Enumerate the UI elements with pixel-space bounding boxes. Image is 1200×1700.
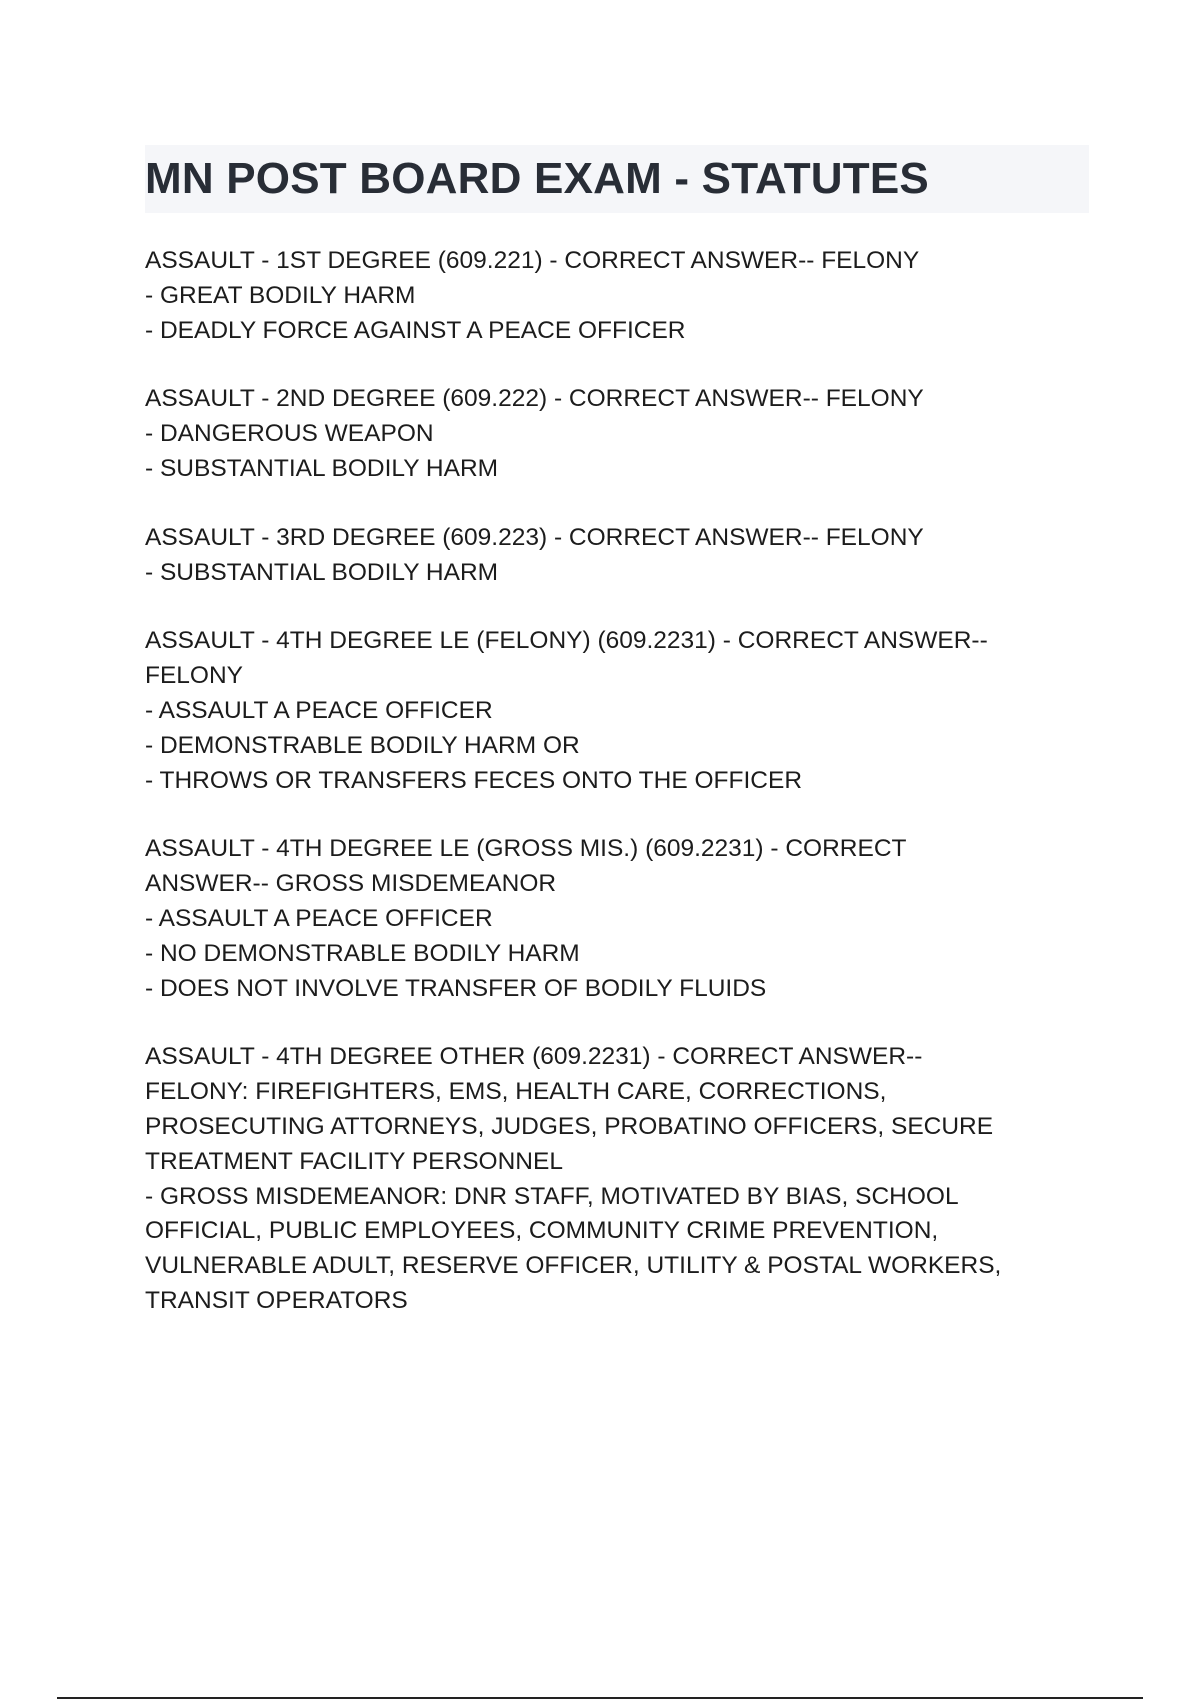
statute-entry-assault-4th-degree-le-gross-mis [145, 832, 1075, 1006]
entry-detail: TRANSIT OPERATORS [145, 1286, 408, 1314]
entry-detail: - NO DEMONSTRABLE BODILY HARM [145, 939, 580, 967]
title-banner [145, 145, 1089, 213]
entry-detail: - SUBSTANTIAL BODILY HARM [145, 558, 499, 586]
entry-question: ASSAULT - 1ST DEGREE (609.221) - CORRECT ANSWER-- FELONY [145, 247, 920, 274]
entry-detail: - SUBSTANTIAL BODILY HARM [145, 454, 499, 482]
entry-detail: VULNERABLE ADULT, RESERVE OFFICER, UTILITY & POSTAL WORKERS, [145, 1252, 1002, 1280]
entry-answer: TREATMENT FACILITY PERSONNEL [145, 1147, 563, 1175]
entry-question: ASSAULT - 4TH DEGREE LE (FELONY) (609.2231) - CORRECT ANSWER-- [145, 627, 988, 655]
entry-detail: - ASSAULT A PEACE OFFICER [145, 696, 493, 724]
entry-detail: OFFICIAL, PUBLIC EMPLOYEES, COMMUNITY CRIME PREVENTION, [145, 1217, 939, 1245]
entry-detail: - GREAT BODILY HARM [145, 281, 416, 309]
entry-answer: FELONY: FIREFIGHTERS, EMS, HEALTH CARE, CORRECTIONS, [145, 1078, 887, 1106]
statute-entry-assault-4th-degree-le-felony [145, 624, 1075, 798]
statute-entry-assault-3rd-degree [145, 521, 1075, 591]
entry-question: ASSAULT - 3RD DEGREE (609.223) - CORRECT ANSWER-- FELONY [145, 523, 924, 551]
entry-detail: - GROSS MISDEMEANOR: DNR STAFF, MOTIVATED BY BIAS, SCHOOL [145, 1182, 959, 1210]
entry-detail: - ASSAULT A PEACE OFFICER [145, 904, 493, 932]
statute-entry-assault-2nd-degree [145, 382, 1075, 486]
entry-answer: ANSWER-- GROSS MISDEMEANOR [145, 870, 557, 898]
entry-question: ASSAULT - 4TH DEGREE OTHER (609.2231) - CORRECT ANSWER-- [145, 1043, 923, 1071]
page-title: MN POST BOARD EXAM - STATUTES [145, 154, 929, 203]
footer-divider [57, 1697, 1143, 1699]
entry-question: ASSAULT - 4TH DEGREE LE (GROSS MIS.) (609.2231) - CORRECT [145, 835, 907, 863]
statute-entry-assault-1st-degree [145, 244, 1075, 348]
entry-detail: - DEMONSTRABLE BODILY HARM OR [145, 731, 580, 759]
entry-detail: - DANGEROUS WEAPON [145, 420, 434, 448]
entry-detail: - THROWS OR TRANSFERS FECES ONTO THE OFFICER [145, 766, 803, 794]
statute-entry-assault-4th-degree-other [145, 1040, 1075, 1318]
entry-answer: PROSECUTING ATTORNEYS, JUDGES, PROBATINO OFFICERS, SECURE [145, 1112, 994, 1140]
entry-question: ASSAULT - 2ND DEGREE (609.222) - CORRECT ANSWER-- FELONY [145, 385, 924, 413]
entry-detail: - DOES NOT INVOLVE TRANSFER OF BODILY FLUIDS [145, 974, 767, 1002]
entry-detail: - DEADLY FORCE AGAINST A PEACE OFFICER [145, 316, 686, 344]
statute-list [145, 244, 1075, 1353]
entry-answer: FELONY [145, 662, 244, 690]
